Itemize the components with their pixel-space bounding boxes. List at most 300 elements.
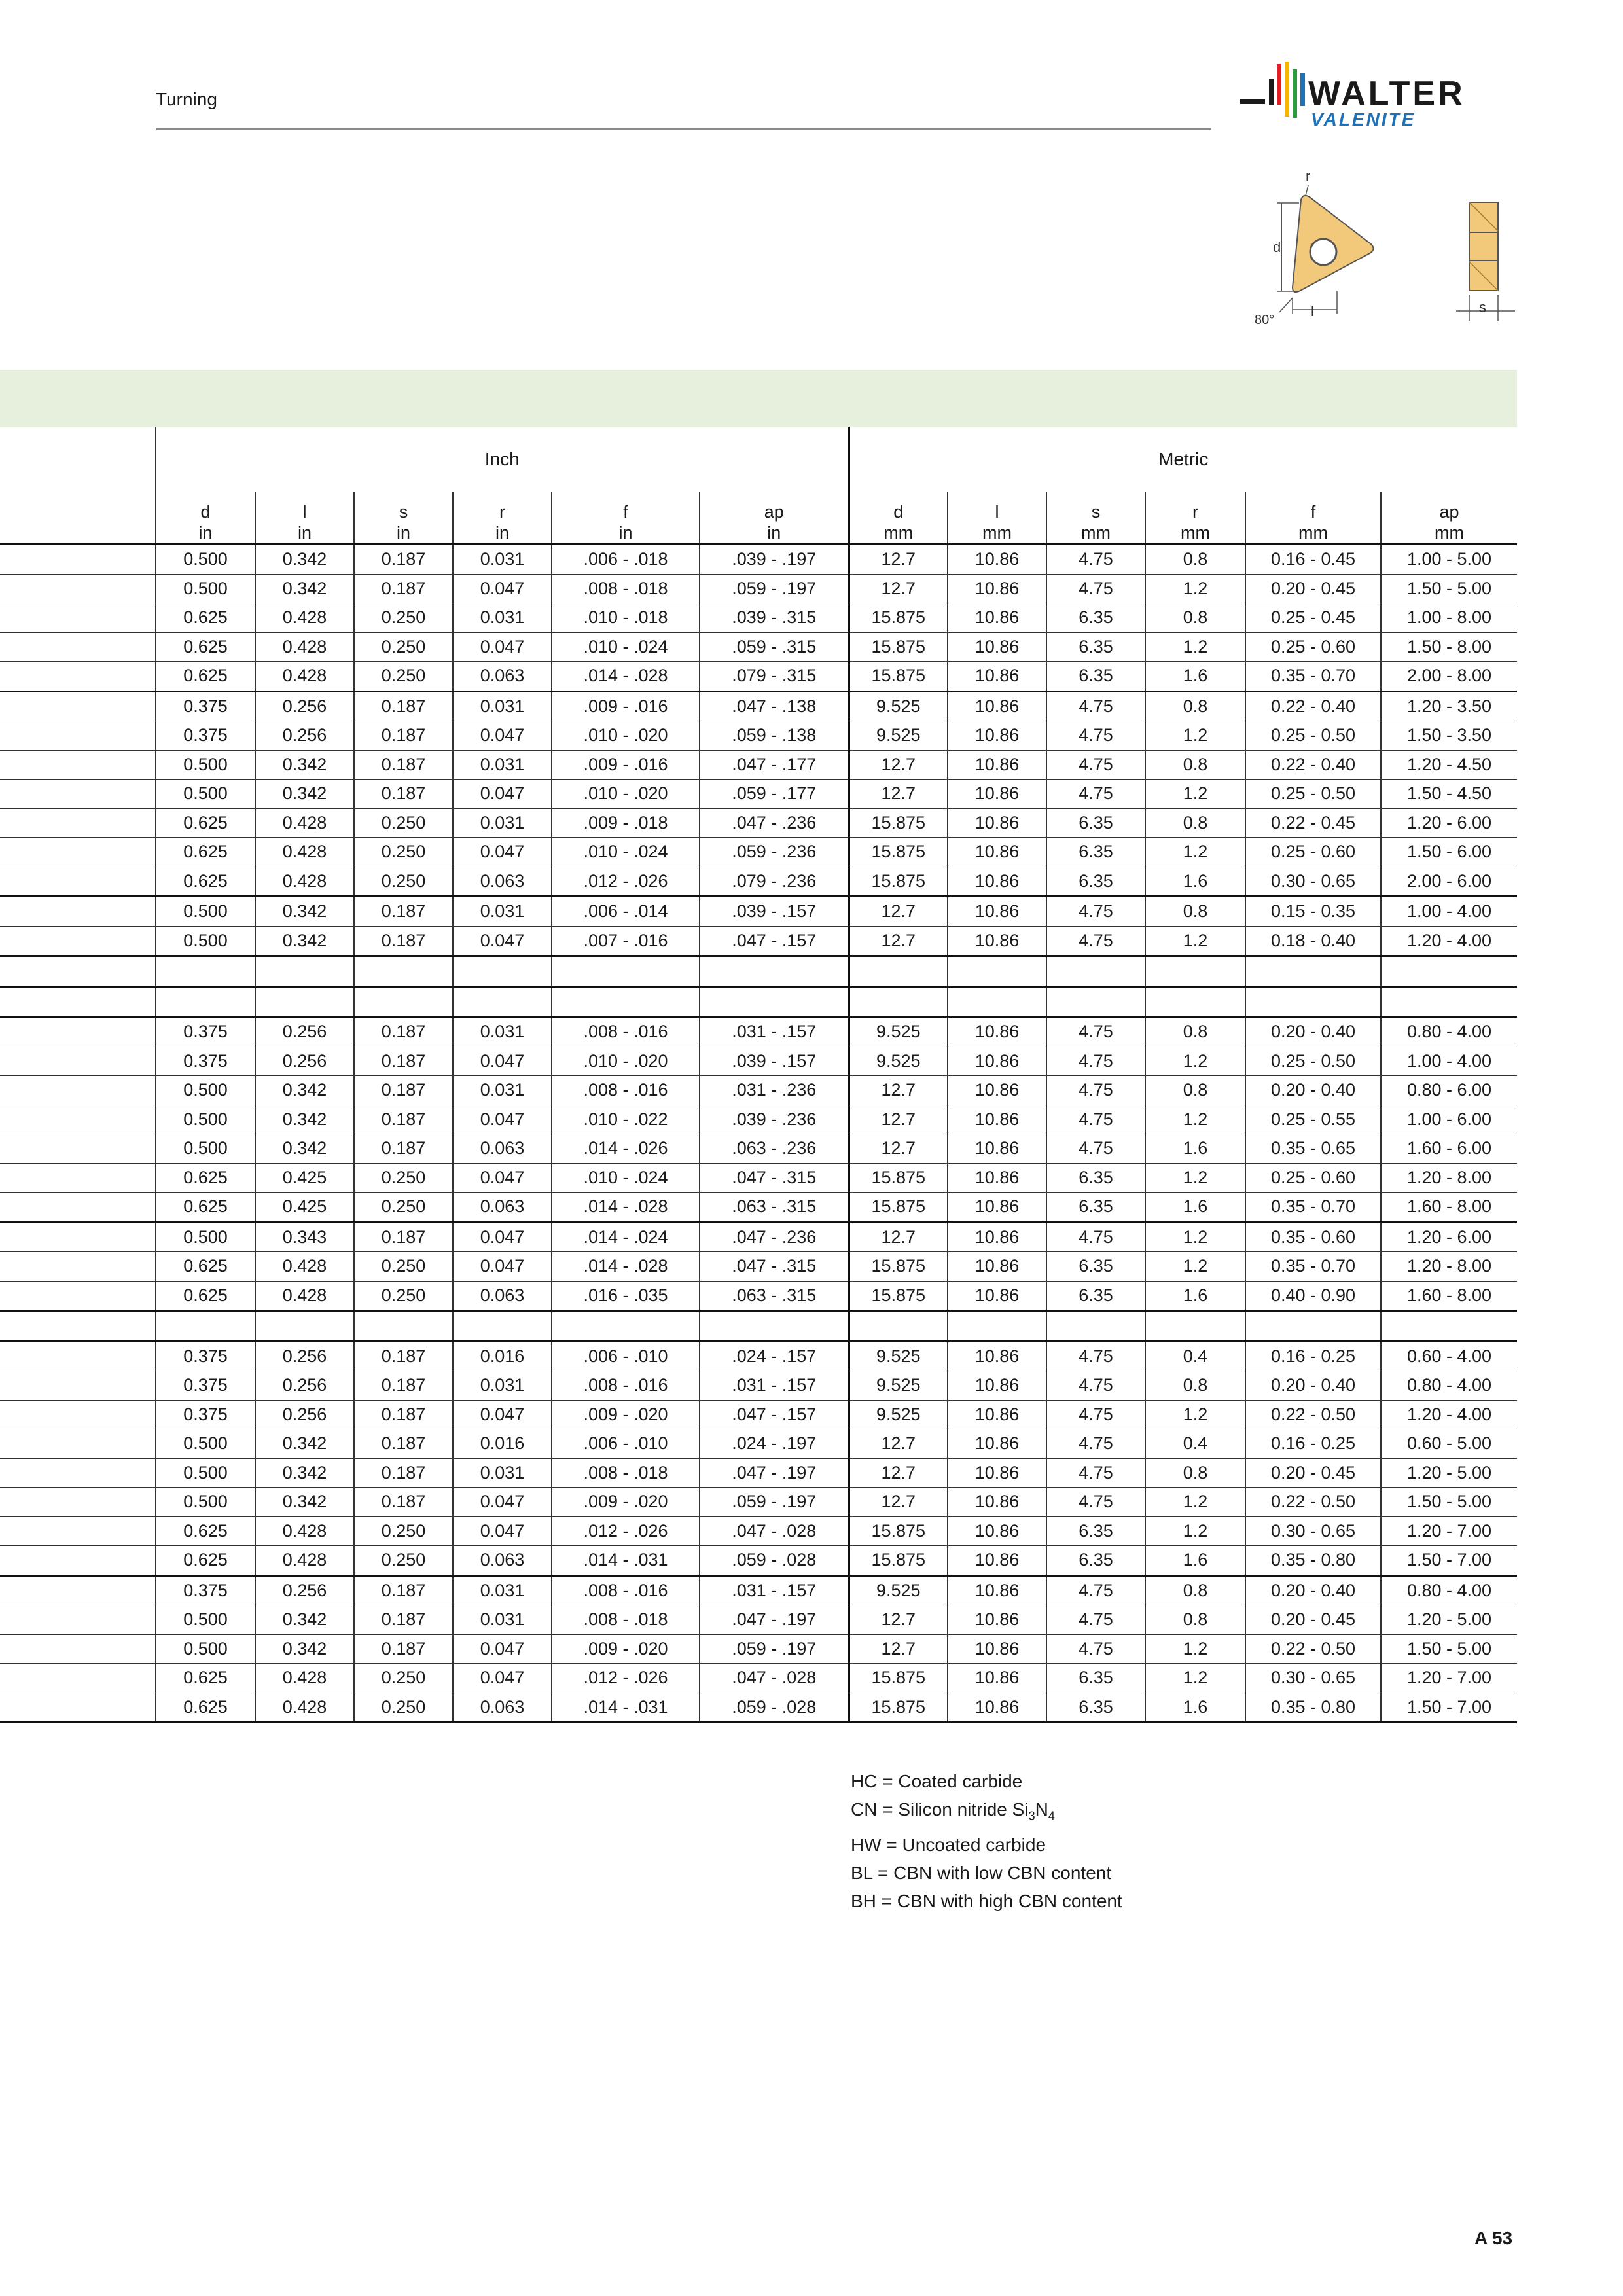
table-cell: 0.35 - 0.80 [1245,1693,1381,1723]
table-cell: 12.7 [849,750,948,780]
row-lead-cell [0,1047,156,1076]
table-cell: 2.00 - 8.00 [1381,662,1517,692]
table-cell: 0.625 [156,1516,255,1546]
table-row [0,1076,1517,1105]
table-cell: 0.500 [156,1222,255,1252]
table-cell: .031 - .157 [700,1575,849,1605]
table-cell: 0.375 [156,1047,255,1076]
table-cell: 1.20 - 8.00 [1381,1163,1517,1193]
table-cell: 15.875 [849,1193,948,1223]
table-cell: 0.30 - 0.65 [1245,1664,1381,1693]
table-cell: 10.86 [948,1076,1046,1105]
table-cell: .047 - .236 [700,1222,849,1252]
table-cell: .010 - .022 [552,1105,700,1134]
table-cell: .059 - .138 [700,721,849,751]
row-lead-cell [0,838,156,867]
table-cell: 1.20 - 4.50 [1381,750,1517,780]
table-cell: 0.22 - 0.50 [1245,1488,1381,1517]
table-cell: 0.25 - 0.60 [1245,1163,1381,1193]
table-cell: 0.20 - 0.45 [1245,1458,1381,1488]
row-lead-cell [0,1488,156,1517]
table-cell: .047 - .315 [700,1252,849,1282]
table-cell: 0.8 [1145,808,1245,838]
table-cell: 0.375 [156,1341,255,1371]
table-cell: 0.047 [453,1105,552,1134]
table-cell: .009 - .016 [552,750,700,780]
table-cell: 10.86 [948,1429,1046,1459]
table-cell: 12.7 [849,1105,948,1134]
table-cell [948,1311,1046,1342]
table-cell: 4.75 [1046,691,1145,721]
table-cell: .079 - .236 [700,867,849,897]
table-cell [948,986,1046,1017]
table-cell: 0.342 [255,574,354,603]
table-cell: 1.50 - 8.00 [1381,632,1517,662]
table-cell: 0.187 [354,721,453,751]
table-cell: 1.60 - 8.00 [1381,1193,1517,1223]
table-cell: 0.047 [453,1634,552,1664]
table-cell: 0.187 [354,1105,453,1134]
table-cell: 0.428 [255,1693,354,1723]
table-cell: 10.86 [948,1163,1046,1193]
logo-bar-dash [1240,99,1265,104]
table-cell: .010 - .024 [552,1163,700,1193]
table-cell [156,986,255,1017]
table-cell: 10.86 [948,721,1046,751]
table-row [0,1429,1517,1459]
table-cell: 4.75 [1046,721,1145,751]
table-cell: 12.7 [849,897,948,927]
table-cell: 0.256 [255,1575,354,1605]
legend-hw: HW = Uncoated carbide [851,1834,1046,1855]
table-cell: 4.75 [1046,1105,1145,1134]
table-cell: 10.86 [948,1546,1046,1576]
table-cell: 0.031 [453,691,552,721]
table-cell [354,956,453,987]
table-cell [849,986,948,1017]
table-cell: 0.425 [255,1163,354,1193]
table-cell: 0.375 [156,691,255,721]
table-cell: 0.60 - 5.00 [1381,1429,1517,1459]
table-cell: 0.22 - 0.50 [1245,1400,1381,1429]
table-cell: .059 - .197 [700,574,849,603]
column-header: r in [453,492,552,545]
table-cell: 0.063 [453,867,552,897]
table-row [0,721,1517,751]
table-cell: 0.187 [354,574,453,603]
table-row [0,1546,1517,1576]
table-cell [1381,1311,1517,1342]
row-lead-cell [0,691,156,721]
table-cell: .047 - .157 [700,926,849,956]
table-cell: 15.875 [849,808,948,838]
table-cell: .009 - .020 [552,1634,700,1664]
table-cell: 0.047 [453,1222,552,1252]
table-cell: 12.7 [849,1076,948,1105]
table-cell: 10.86 [948,1458,1046,1488]
table-cell: 0.428 [255,1664,354,1693]
table-cell [552,1311,700,1342]
table-cell: 0.187 [354,545,453,575]
column-header: l mm [948,492,1046,545]
table-cell: 0.187 [354,1047,453,1076]
table-cell: 4.75 [1046,1047,1145,1076]
table-cell: 0.047 [453,1516,552,1546]
table-cell: 1.60 - 8.00 [1381,1281,1517,1311]
table-cell: 0.250 [354,632,453,662]
table-cell [255,986,354,1017]
table-cell: 1.6 [1145,1693,1245,1723]
table-row [0,1047,1517,1076]
table-cell: 0.256 [255,1371,354,1401]
table-row [0,956,1517,987]
table-cell: 0.047 [453,1047,552,1076]
table-cell: 1.2 [1145,1105,1245,1134]
column-header: s in [354,492,453,545]
table-cell: 0.625 [156,1546,255,1576]
table-cell: 1.2 [1145,721,1245,751]
table-cell: 0.428 [255,1252,354,1282]
table-cell [453,1311,552,1342]
table-cell: 1.20 - 7.00 [1381,1516,1517,1546]
table-cell: .008 - .018 [552,1458,700,1488]
table-cell: 0.250 [354,1516,453,1546]
table-cell: 4.75 [1046,1488,1145,1517]
table-cell: 1.6 [1145,1193,1245,1223]
table-cell: 0.15 - 0.35 [1245,897,1381,927]
table-cell: 0.428 [255,603,354,633]
table-cell: .059 - .197 [700,1634,849,1664]
table-cell: 15.875 [849,1281,948,1311]
table-cell: 0.063 [453,1693,552,1723]
table-cell: .059 - .028 [700,1546,849,1576]
header-divider [156,128,1211,130]
table-cell [354,986,453,1017]
table-cell: 0.187 [354,1575,453,1605]
table-cell: .010 - .020 [552,721,700,751]
table-cell: .010 - .024 [552,838,700,867]
row-lead-cell [0,1222,156,1252]
table-cell: .059 - .197 [700,1488,849,1517]
material-legend [851,1767,1122,1915]
table-cell: 15.875 [849,867,948,897]
column-header: r mm [1145,492,1245,545]
table-cell: 0.256 [255,721,354,751]
table-cell: 10.86 [948,1105,1046,1134]
logo-bar-1 [1269,79,1274,105]
row-lead-cell [0,1605,156,1635]
table-cell: 1.20 - 6.00 [1381,1222,1517,1252]
table-cell: 6.35 [1046,1516,1145,1546]
table-cell: 0.375 [156,1017,255,1047]
table-cell: 4.75 [1046,1017,1145,1047]
table-cell: 10.86 [948,1193,1046,1223]
column-header: f in [552,492,700,545]
table-cell: 4.75 [1046,1400,1145,1429]
table-cell: 4.75 [1046,750,1145,780]
table-cell: 0.60 - 4.00 [1381,1341,1517,1371]
table-cell: 9.525 [849,1400,948,1429]
section-title: Turning [156,89,217,109]
table-cell: 6.35 [1046,1281,1145,1311]
table-cell: 15.875 [849,838,948,867]
table-cell: 0.25 - 0.45 [1245,603,1381,633]
table-cell: 0.047 [453,1400,552,1429]
table-cell: .006 - .010 [552,1341,700,1371]
table-cell: 1.20 - 4.00 [1381,1400,1517,1429]
table-cell: 0.063 [453,1546,552,1576]
table-cell [255,1311,354,1342]
table-cell: 0.8 [1145,1575,1245,1605]
table-cell: 15.875 [849,1163,948,1193]
row-lead-cell [0,1341,156,1371]
table-row [0,1605,1517,1635]
table-cell: 6.35 [1046,1163,1145,1193]
table-cell: .059 - .315 [700,632,849,662]
row-lead-cell [0,632,156,662]
column-header: s mm [1046,492,1145,545]
table-cell: 10.86 [948,603,1046,633]
table-cell: 4.75 [1046,1371,1145,1401]
row-lead-cell [0,1134,156,1164]
legend-cn: CN = Silicon nitride $Si_3N_4$ [851,1799,1055,1823]
table-row [0,1163,1517,1193]
table-cell: .006 - .010 [552,1429,700,1459]
table-cell: .006 - .018 [552,545,700,575]
table-cell: 1.6 [1145,1134,1245,1164]
row-lead-cell [0,956,156,987]
table-cell: 0.187 [354,750,453,780]
table-cell: 0.250 [354,1664,453,1693]
table-cell: .039 - .197 [700,545,849,575]
table-cell: 0.047 [453,838,552,867]
table-cell: .047 - .197 [700,1605,849,1635]
table-cell [1245,986,1381,1017]
table-cell: 0.047 [453,1488,552,1517]
table-cell: 10.86 [948,1634,1046,1664]
table-cell: 0.8 [1145,897,1245,927]
table-row [0,1134,1517,1164]
table-cell: 4.75 [1046,1634,1145,1664]
table-cell: 10.86 [948,545,1046,575]
table-cell: 10.86 [948,1693,1046,1723]
table-cell: 1.50 - 7.00 [1381,1546,1517,1576]
table-cell: .047 - .197 [700,1458,849,1488]
table-cell: 10.86 [948,897,1046,927]
table-cell: 0.40 - 0.90 [1245,1281,1381,1311]
table-cell: 0.625 [156,1693,255,1723]
row-lead-cell [0,1400,156,1429]
table-cell: 0.031 [453,897,552,927]
table-cell: 0.250 [354,867,453,897]
table-cell: 0.187 [354,1458,453,1488]
table-row [0,662,1517,692]
table-cell [552,956,700,987]
table-cell: 10.86 [948,632,1046,662]
table-cell: .039 - .236 [700,1105,849,1134]
table-cell [1046,956,1145,987]
group-header-metric: Metric [849,427,1517,492]
table-cell [700,956,849,987]
drawing-label-s: s [1479,299,1486,315]
row-lead-cell [0,574,156,603]
table-cell: 0.187 [354,691,453,721]
table-cell: 0.187 [354,780,453,809]
table-cell: 0.500 [156,1429,255,1459]
table-cell: .063 - .236 [700,1134,849,1164]
row-lead-cell [0,780,156,809]
insert-hole-icon [1310,239,1336,265]
table-cell: 1.6 [1145,1281,1245,1311]
table-cell: 0.8 [1145,750,1245,780]
table-cell [1381,986,1517,1017]
column-header: d in [156,492,255,545]
table-cell: 0.187 [354,897,453,927]
table-cell: 0.500 [156,574,255,603]
legend-hc: HC = Coated carbide [851,1771,1023,1791]
table-cell: 0.35 - 0.70 [1245,1252,1381,1282]
table-cell: .012 - .026 [552,867,700,897]
table-cell: 0.35 - 0.80 [1245,1546,1381,1576]
table-cell [849,1311,948,1342]
table-cell: 0.500 [156,897,255,927]
table-cell: 4.75 [1046,1458,1145,1488]
row-lead-cell [0,1281,156,1311]
table-cell [1046,986,1145,1017]
table-cell: 10.86 [948,808,1046,838]
logo-bar-2 [1277,64,1281,105]
table-cell: .031 - .157 [700,1371,849,1401]
table-cell: .059 - .028 [700,1693,849,1723]
table-cell: 0.8 [1145,1371,1245,1401]
table-cell: 0.625 [156,603,255,633]
table-cell: 1.2 [1145,1488,1245,1517]
table-cell: 0.031 [453,603,552,633]
table-cell: 0.500 [156,1134,255,1164]
table-cell: 0.047 [453,574,552,603]
table-cell: 0.016 [453,1341,552,1371]
table-row [0,750,1517,780]
table-cell: 0.20 - 0.45 [1245,574,1381,603]
table-cell: 0.342 [255,545,354,575]
table-cell: 0.4 [1145,1429,1245,1459]
table-cell [849,956,948,987]
table-cell: 1.2 [1145,1664,1245,1693]
table-row [0,1634,1517,1664]
table-cell: 0.18 - 0.40 [1245,926,1381,956]
table-cell: 0.375 [156,1575,255,1605]
table-cell: 0.342 [255,897,354,927]
table-cell: 0.047 [453,780,552,809]
table-cell [1245,1311,1381,1342]
row-lead-cell [0,662,156,692]
table-cell: 1.00 - 8.00 [1381,603,1517,633]
table-cell: .063 - .315 [700,1281,849,1311]
table-cell: 0.428 [255,808,354,838]
table-cell: 0.25 - 0.50 [1245,1047,1381,1076]
table-cell: 4.75 [1046,1429,1145,1459]
table-cell: 0.8 [1145,1458,1245,1488]
table-row [0,838,1517,867]
table-cell [552,986,700,1017]
table-cell: 4.75 [1046,1076,1145,1105]
table-row [0,897,1517,927]
table-cell: 0.625 [156,1664,255,1693]
table-cell: 0.25 - 0.50 [1245,721,1381,751]
table-cell: .047 - .236 [700,808,849,838]
table-cell: 1.20 - 7.00 [1381,1664,1517,1693]
table-cell: 9.525 [849,691,948,721]
table-cell: .010 - .020 [552,1047,700,1076]
table-row [0,1458,1517,1488]
table-cell: 0.25 - 0.60 [1245,632,1381,662]
table-cell: 0.625 [156,808,255,838]
table-cell: 1.00 - 4.00 [1381,897,1517,927]
table-cell: 0.031 [453,1076,552,1105]
table-cell: .008 - .016 [552,1017,700,1047]
table-cell: 10.86 [948,691,1046,721]
table-cell [1145,1311,1245,1342]
table-cell: 15.875 [849,1516,948,1546]
row-lead-cell [0,1634,156,1664]
table-cell [1145,986,1245,1017]
table-cell: 0.063 [453,1193,552,1223]
row-lead-cell [0,603,156,633]
column-header: ap in [700,492,849,545]
table-cell: 0.342 [255,1458,354,1488]
table-cell: 4.75 [1046,574,1145,603]
table-cell: 9.525 [849,1017,948,1047]
group-header-inch: Inch [156,427,849,492]
table-cell: .047 - .177 [700,750,849,780]
table-cell: 0.250 [354,838,453,867]
row-lead-cell [0,1458,156,1488]
table-cell: .007 - .016 [552,926,700,956]
table-row [0,986,1517,1017]
table-cell: 0.500 [156,1634,255,1664]
table-cell: 10.86 [948,867,1046,897]
column-header: l in [255,492,354,545]
table-cell: 0.22 - 0.45 [1245,808,1381,838]
table-cell: .009 - .020 [552,1400,700,1429]
table-cell: 0.342 [255,750,354,780]
table-row [0,1516,1517,1546]
table-cell: 0.256 [255,1017,354,1047]
table-cell: 0.500 [156,1458,255,1488]
table-cell: 0.031 [453,1371,552,1401]
table-cell: 12.7 [849,1429,948,1459]
table-cell: 0.375 [156,1400,255,1429]
table-cell: 0.20 - 0.45 [1245,1605,1381,1635]
table-row [0,1341,1517,1371]
table-cell: 0.047 [453,1163,552,1193]
legend-bl: BL = CBN with low CBN content [851,1862,1112,1883]
table-cell: 0.250 [354,1193,453,1223]
table-cell: 12.7 [849,1634,948,1664]
table-cell: 15.875 [849,603,948,633]
table-cell: 0.625 [156,632,255,662]
page-number: A 53 [1474,2228,1513,2248]
table-row [0,1311,1517,1342]
table-cell: .047 - .138 [700,691,849,721]
drawing-label-angle: 80° [1255,313,1275,327]
table-cell: 12.7 [849,574,948,603]
table-cell: 10.86 [948,1516,1046,1546]
table-row [0,780,1517,809]
table-cell: 1.50 - 5.00 [1381,1488,1517,1517]
table-cell: 0.250 [354,1252,453,1282]
table-cell: 1.50 - 5.00 [1381,574,1517,603]
